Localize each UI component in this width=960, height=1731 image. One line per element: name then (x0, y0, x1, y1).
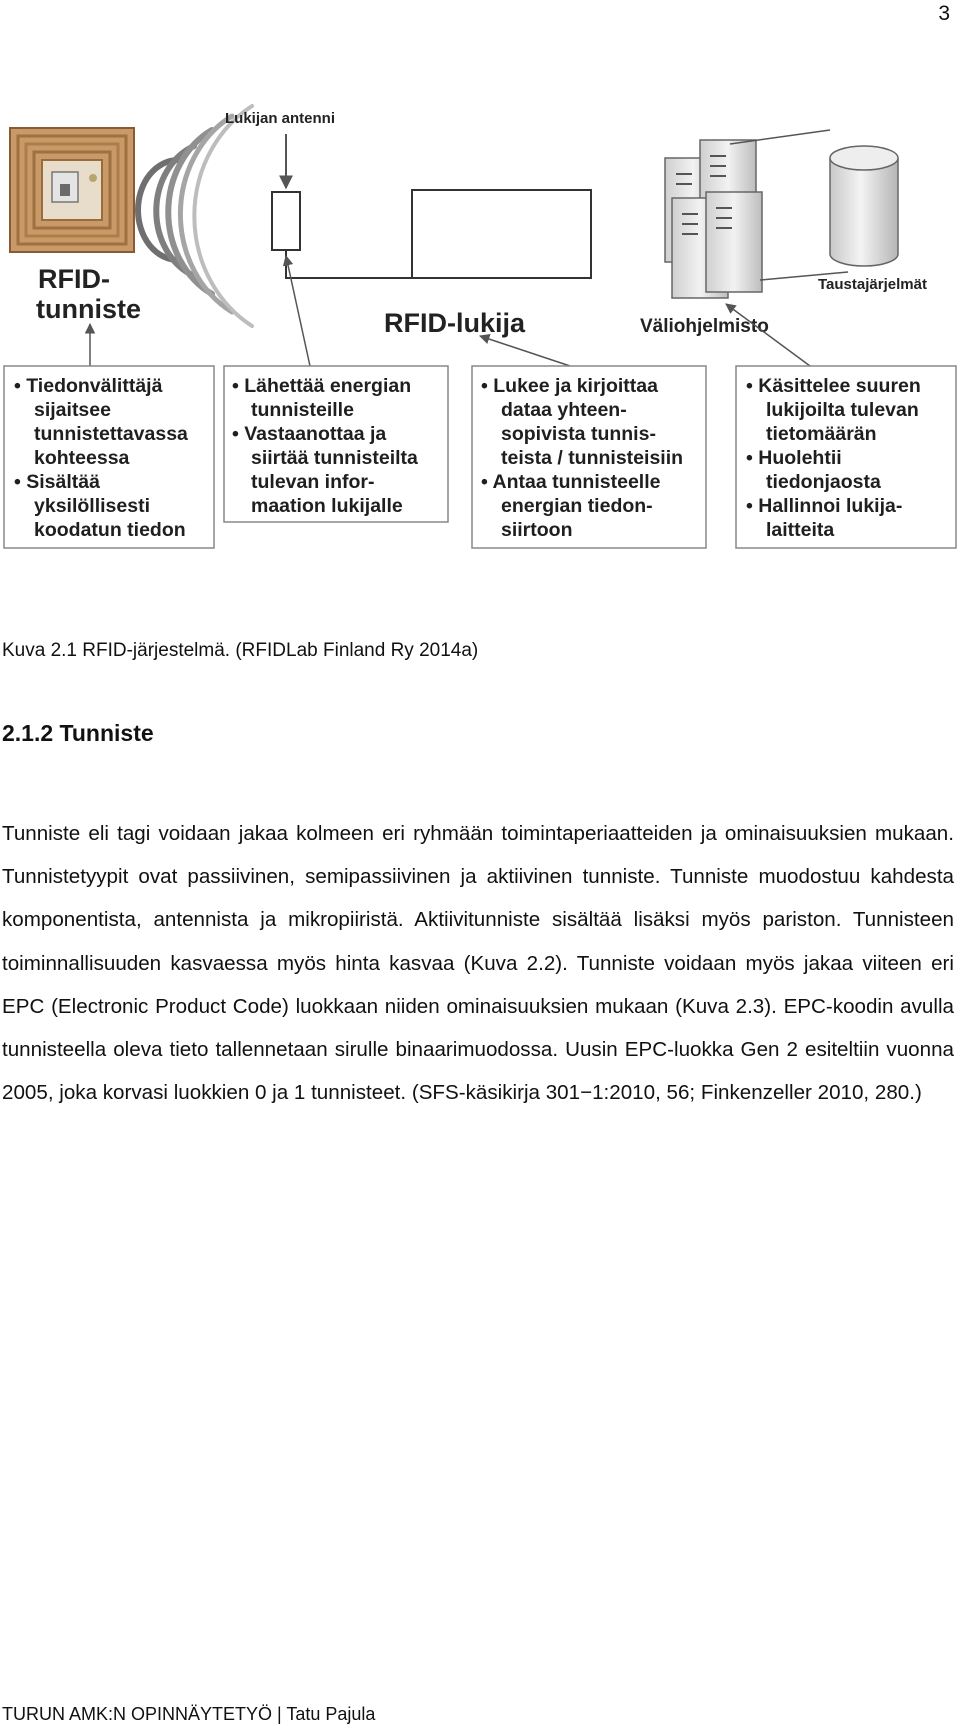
desc-line: • Hallinnoi lukija- (746, 495, 903, 517)
section-heading: 2.1.2 Tunniste (2, 720, 154, 746)
radio-wave-icon (138, 106, 252, 326)
desc-line: siirtää tunnisteilta (251, 447, 418, 469)
desc-box-middleware (736, 366, 956, 548)
desc-line: tiedonjaosta (766, 471, 881, 493)
desc-line: yksilöllisesti (34, 495, 150, 517)
desc-line: laitteita (766, 519, 835, 541)
tag-title-line2: tunniste (36, 294, 141, 324)
desc-line: sijaitsee (34, 399, 111, 421)
rfid-system-diagram (0, 100, 960, 610)
reader-antenna (272, 190, 591, 278)
desc-line: teista / tunnisteisiin (501, 447, 684, 469)
desc-line: • Käsittelee suuren (746, 375, 921, 397)
antenna-label: Lukijan antenni (225, 110, 336, 127)
desc-line: tunnisteille (251, 399, 354, 421)
middleware-title: Väliohjelmisto (640, 316, 769, 337)
reader-title: RFID-lukija (384, 308, 526, 338)
server-icon (665, 140, 762, 298)
rfid-diagram-svg (0, 100, 960, 610)
desc-line: tulevan infor- (251, 471, 375, 493)
desc-line: • Antaa tunnisteelle (481, 471, 661, 493)
desc-line: • Sisältää (14, 471, 100, 493)
desc-line: • Tiedonvälittäjä (14, 375, 163, 397)
desc-line: maation lukijalle (251, 495, 403, 517)
page-footer: TURUN AMK:N OPINNÄYTETYÖ | Tatu Pajula (2, 1704, 376, 1724)
desc-line: tietomäärän (766, 423, 877, 445)
desc-line: tunnistettavassa (34, 423, 188, 445)
desc-line: • Lukee ja kirjoittaa (481, 375, 658, 397)
desc-line: energian tiedon- (501, 495, 653, 517)
desc-line: kohteessa (34, 447, 130, 469)
page-number: 3 (938, 2, 950, 25)
tag-title-line1: RFID- (38, 264, 110, 294)
desc-box-reader (472, 366, 706, 548)
desc-line: • Vastaanottaa ja (232, 423, 387, 445)
desc-line: sopivista tunnis- (501, 423, 656, 445)
desc-line: siirtoon (501, 519, 573, 541)
desc-box-reader-antenna (224, 366, 448, 522)
desc-line: lukijoilta tulevan (766, 399, 919, 421)
desc-line: koodatun tiedon (34, 519, 186, 541)
body-paragraph: Tunniste eli tagi voidaan jakaa kolmeen eri ryhmään toimintaperiaatteiden ja ominaisuuksien mukaan. Tunnistetyypit ovat passiivinen, semipassiivinen ja aktiivinen tunniste. Tunniste muodostuu kahdesta komponentista, antennista ja mikropiiristä. Aktiivitunniste sisältää lisäksi myös pariston. Tunnisteen toiminnallisuuden kasvaessa myös hinta kasvaa (Kuva 2.2). Tunniste voidaan myös jakaa viiteen eri EPC (Electronic Product Code) luokkaan niiden ominaisuuksien mukaan (Kuva 2.3). EPC-koodin avulla tunnisteella oleva tieto tallennetaan sirulle binaarimuodossa. Uusin EPC-luokka Gen 2 esiteltiin vuonna 2005, joka korvasi luokkien 0 ja 1 tunnisteet. (SFS-käsikirja 301−1:2010, 56; Finkenzeller 2010, 280.) (2, 822, 954, 1105)
desc-line: • Huolehtii (746, 447, 842, 469)
desc-box-tag (4, 366, 214, 548)
desc-line: • Lähettää energian (232, 375, 412, 397)
desc-line: dataa yhteen- (501, 399, 627, 421)
backend-label: Taustajärjelmät (818, 276, 927, 293)
figure-caption: Kuva 2.1 RFID-järjestelmä. (RFIDLab Finland Ry 2014a) (2, 640, 479, 661)
rfid-tag-image (10, 128, 134, 252)
